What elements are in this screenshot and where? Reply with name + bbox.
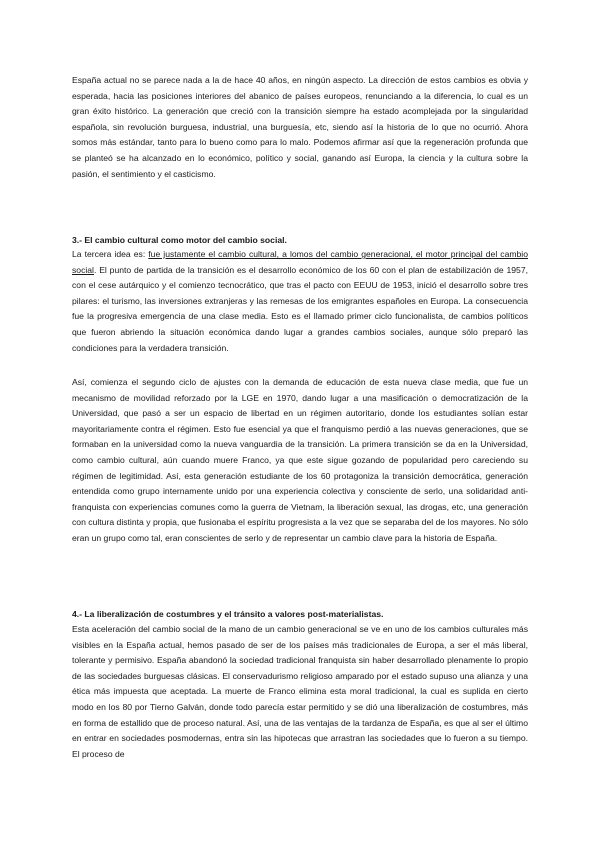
section-3-paragraph-2: Así, comienza el segundo ciclo de ajustes con la demanda de educación de esta nueva clase media, que fue un mecanismo de movilidad reforzado por la LGE en 1970, dando lugar a una masificación o democratización de la Universidad, que pasó a ser un espacio de libertad en un régimen autoritario, donde los estudiantes solían estar mayoritariamente contra el régimen. Esto fue esencial ya que el franquismo perdió a las nuevas generaciones, que se formaban en la universidad como la nueva vanguardia de la transición. La primera transición se da en la Universidad, como cambio cultural, aún cuando muere Franco, ya que este sigue gozando de popularidad pero careciendo su régimen de legitimidad. Así, esta generación estudiante de los 60 protagoniza la transición democrática, generación entendida como grupo internamente unido por una experiencia colectiva y consciente de serlo, una solidaridad anti-franquista con experiencias comunes como la guerra de Vietnam, la liberación sexual, las drogas, etc, una generación con cultura distinta y propia, que fusionaba el espíritu progresista a la vez que se separaba del de los mayores. No sólo eran un grupo como tal, eran conscientes de serlo y de representar un cambio clave para la historia de España. [72,377,528,543]
intro-paragraph: España actual no se parece nada a la de hace 40 años, en ningún aspecto. La dirección de estos cambios es obvia y esperada, hacia las posiciones interiores del abanico de países europeos, renunciando a la diferencia, lo cual es un gran éxito histórico. La generación que creció con la transición siempre ha estado acomplejada por la singularidad española, sin revolución burguesa, industrial, una burguesía, etc, siendo así la historia de lo que no ocurrió. Ahora somos más estándar, tanto para lo bueno como para lo malo. Podemos afirmar así que la regeneración profunda que se planteó se ha alcanzado en lo económico, político y social, ganando así Europa, la ciencia y la cultura sobre la pasión, el sentimiento y el casticismo. [72,75,528,179]
section-3-heading: 3.- El cambio cultural como motor del cambio social. [72,235,287,245]
section-3-lead-text: La tercera idea es: [72,249,149,259]
section-4-paragraph-1: Esta aceleración del cambio social de la mano de un cambio generacional se ve en uno de los cambios culturales más visibles en la España actual, hemos pasado de ser de los países más tradicionales de Europa, a ser el más liberal, tolerante y permisivo. España abandonó la sociedad tradicional franquista sin haber desarrollado plenamente lo propio de las sociedades burguesas clásicas. El conservadurismo religioso amparado por el estado supuso una alianza y una ética más impuesta que aceptada. La muerte de Franco elimina esta moral tradicional, la cual es suplida en cierto modo en los 80 por Tierno Galván, donde todo parecía estar permitido y se dió una liberalización de costumbres, más en forma de estallido que de proceso natural. Así, una de las ventajas de la tardanza de España, es que al ser el último en entrar en sociedades posmodernas, entra sin las hipotecas que arrastran las sociedades que lo fueron a su tiempo. El proceso de [72,624,528,759]
section-3-body-text: . El punto de partida de la transición es el desarrollo económico de los 60 con el plan de estabilización de 1957, con el cese autárquico y el comienzo tecnocrático, que tras el pacto con EEUU de 1953, inició el desarrollo sobre tres pilares: el turismo, las inversiones extranjeras y las remesas de los emigrantes españoles en Europa. La consecuencia fue la progresiva emergencia de una clase media. Esto es el llamado primer ciclo funcionalista, de cambios políticos que fueron abriendo la situación económica dando lugar a grandes cambios sociales, aunque sólo preparó las condiciones para la verdadera transición. [72,264,528,353]
section-3-underlined-thesis: fue justamente el cambio cultural, a lomos del cambio generacional, el motor principal del cambio social [72,249,528,275]
section-3-paragraph-1 [72,247,528,356]
section-4-heading: 4.- La liberalización de costumbres y el tránsito a valores post-materialistas. [72,609,384,619]
